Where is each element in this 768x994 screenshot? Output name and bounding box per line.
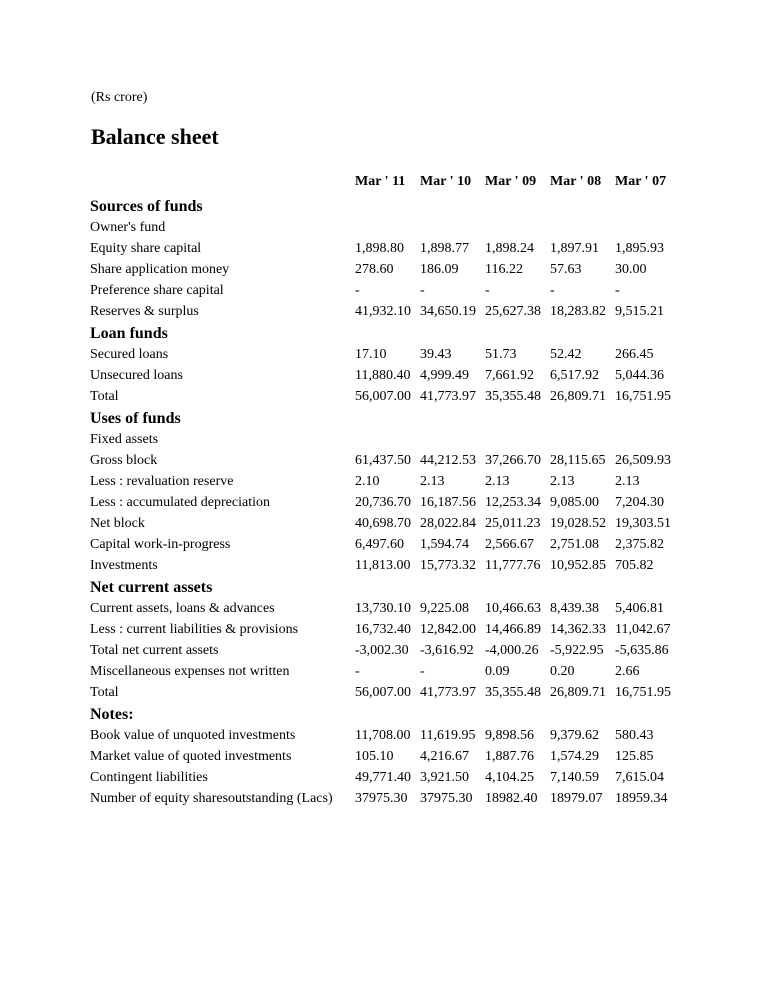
value-cell: 1,898.24 [485, 241, 534, 256]
value-cell: 4,999.49 [420, 368, 469, 383]
value-cell: 2.13 [420, 474, 445, 489]
value-cell: 2.66 [615, 664, 640, 679]
row-label: Book value of unquoted investments [90, 728, 296, 743]
value-cell: 49,771.40 [355, 770, 411, 785]
column-header: Mar ' 07 [615, 174, 667, 189]
table-row [89, 342, 674, 363]
value-cell: 2.13 [485, 474, 510, 489]
value-cell: 57.63 [550, 262, 582, 277]
table-row [89, 659, 674, 680]
value-cell [484, 427, 549, 448]
value-cell [549, 427, 614, 448]
value-cell: 1,574.29 [550, 749, 599, 764]
column-header: Mar ' 11 [355, 174, 406, 189]
value-cell [614, 427, 674, 448]
value-cell: - [355, 283, 360, 298]
value-cell: 105.10 [355, 749, 394, 764]
header-label-cell [89, 170, 354, 193]
table-row [89, 638, 674, 659]
section-heading: Notes: [90, 706, 134, 723]
row-label: Owner's fund [90, 220, 166, 235]
value-cell [419, 427, 484, 448]
value-cell: 16,187.56 [420, 495, 476, 510]
table-row [89, 617, 674, 638]
value-cell: 18959.34 [615, 791, 668, 806]
value-cell: 10,466.63 [485, 601, 541, 616]
value-cell: 11,880.40 [355, 368, 411, 383]
value-cell: 56,007.00 [355, 685, 411, 700]
value-cell: 19,303.51 [615, 516, 671, 531]
value-cell: -3,616.92 [420, 643, 474, 658]
value-cell [549, 215, 614, 236]
value-cell: 51.73 [485, 347, 517, 362]
value-cell: 0.20 [550, 664, 575, 679]
value-cell: 1,897.91 [550, 241, 599, 256]
row-label: Number of equity sharesoutstanding (Lacs) [90, 791, 333, 806]
value-cell: - [550, 283, 555, 298]
table-row [89, 363, 674, 384]
value-cell: - [420, 283, 425, 298]
value-cell: 125.85 [615, 749, 654, 764]
page-title: Balance sheet [91, 124, 219, 149]
value-cell: 35,355.48 [485, 685, 541, 700]
value-cell: - [485, 283, 490, 298]
table-row [89, 215, 674, 236]
value-cell: - [355, 664, 360, 679]
section-heading: Net current assets [90, 579, 213, 596]
value-cell: 4,104.25 [485, 770, 534, 785]
value-cell: 9,225.08 [420, 601, 469, 616]
value-cell: 56,007.00 [355, 389, 411, 404]
value-cell: 2,751.08 [550, 537, 599, 552]
row-label: Miscellaneous expenses not written [90, 664, 290, 679]
section-heading-row [89, 320, 674, 342]
row-label: Reserves & surplus [90, 304, 199, 319]
section-heading-row [89, 574, 674, 596]
table-row [89, 532, 674, 553]
value-cell [419, 215, 484, 236]
value-cell: 26,809.71 [550, 389, 606, 404]
balance-sheet-body [89, 193, 674, 807]
table-row [89, 680, 674, 701]
column-header: Mar ' 10 [420, 174, 472, 189]
value-cell: 116.22 [485, 262, 523, 277]
value-cell: 14,466.89 [485, 622, 541, 637]
value-cell: 6,517.92 [550, 368, 599, 383]
section-heading-row [89, 701, 674, 723]
value-cell: 39.43 [420, 347, 452, 362]
section-heading: Loan funds [90, 325, 168, 342]
value-cell: 41,932.10 [355, 304, 411, 319]
value-cell: 16,732.40 [355, 622, 411, 637]
value-cell: 9,515.21 [615, 304, 664, 319]
value-cell: - [420, 664, 425, 679]
value-cell: 15,773.32 [420, 558, 476, 573]
value-cell: -5,922.95 [550, 643, 604, 658]
value-cell: 25,011.23 [485, 516, 541, 531]
table-row [89, 299, 674, 320]
value-cell: 11,813.00 [355, 558, 411, 573]
value-cell: 2.10 [355, 474, 380, 489]
value-cell: 41,773.97 [420, 389, 476, 404]
value-cell: 1,898.77 [420, 241, 469, 256]
column-header: Mar ' 09 [485, 174, 537, 189]
table-row [89, 384, 674, 405]
row-label: Unsecured loans [90, 368, 183, 383]
value-cell: 13,730.10 [355, 601, 411, 616]
value-cell: 44,212.53 [420, 453, 476, 468]
value-cell: 10,952.85 [550, 558, 606, 573]
row-label: Share application money [90, 262, 230, 277]
value-cell: - [615, 283, 620, 298]
table-row [89, 596, 674, 617]
value-cell: 0.09 [485, 664, 510, 679]
value-cell: 61,437.50 [355, 453, 411, 468]
row-label: Less : accumulated depreciation [90, 495, 270, 510]
row-label: Less : revaluation reserve [90, 474, 234, 489]
value-cell: 3,921.50 [420, 770, 469, 785]
value-cell: 37,266.70 [485, 453, 541, 468]
balance-sheet-table [89, 170, 674, 807]
header-row [89, 170, 674, 193]
value-cell [354, 215, 419, 236]
value-cell: 186.09 [420, 262, 459, 277]
value-cell: 8,439.38 [550, 601, 599, 616]
value-cell: 4,216.67 [420, 749, 469, 764]
table-row [89, 427, 674, 448]
value-cell: 705.82 [615, 558, 654, 573]
table-row [89, 257, 674, 278]
section-heading: Sources of funds [90, 198, 203, 215]
value-cell: 12,842.00 [420, 622, 476, 637]
row-label: Current assets, loans & advances [90, 601, 275, 616]
unit-label: (Rs crore) [91, 90, 148, 105]
value-cell: 11,708.00 [355, 728, 411, 743]
table-row [89, 723, 674, 744]
value-cell: 40,698.70 [355, 516, 411, 531]
value-cell: 16,751.95 [615, 685, 671, 700]
table-row [89, 236, 674, 257]
value-cell: 7,661.92 [485, 368, 534, 383]
row-label: Gross block [90, 453, 158, 468]
value-cell: 11,042.67 [615, 622, 671, 637]
value-cell: 1,594.74 [420, 537, 469, 552]
value-cell: 41,773.97 [420, 685, 476, 700]
value-cell: 7,615.04 [615, 770, 664, 785]
section-heading: Uses of funds [90, 410, 181, 427]
value-cell: 26,809.71 [550, 685, 606, 700]
row-label: Fixed assets [90, 432, 159, 447]
value-cell: 2,566.67 [485, 537, 534, 552]
value-cell: 19,028.52 [550, 516, 606, 531]
table-row [89, 511, 674, 532]
row-label: Total net current assets [90, 643, 219, 658]
value-cell: 2,375.82 [615, 537, 664, 552]
value-cell: -4,000.26 [485, 643, 539, 658]
value-cell: -3,002.30 [355, 643, 409, 658]
value-cell: -5,635.86 [615, 643, 669, 658]
value-cell: 18,283.82 [550, 304, 606, 319]
value-cell [614, 215, 674, 236]
value-cell: 11,777.76 [485, 558, 541, 573]
value-cell: 2.13 [615, 474, 640, 489]
value-cell [354, 427, 419, 448]
table-row [89, 448, 674, 469]
table-row [89, 469, 674, 490]
value-cell: 9,379.62 [550, 728, 599, 743]
value-cell: 1,895.93 [615, 241, 664, 256]
table-row [89, 744, 674, 765]
value-cell: 9,085.00 [550, 495, 599, 510]
value-cell: 35,355.48 [485, 389, 541, 404]
value-cell: 11,619.95 [420, 728, 476, 743]
section-heading-row [89, 405, 674, 427]
value-cell: 1,898.80 [355, 241, 404, 256]
value-cell: 18979.07 [550, 791, 603, 806]
value-cell: 12,253.34 [485, 495, 541, 510]
table-row [89, 553, 674, 574]
value-cell [484, 215, 549, 236]
row-label: Less : current liabilities & provisions [90, 622, 299, 637]
value-cell: 14,362.33 [550, 622, 606, 637]
row-label: Equity share capital [90, 241, 202, 256]
row-label: Secured loans [90, 347, 169, 362]
row-label: Net block [90, 516, 145, 531]
section-heading-row [89, 193, 674, 215]
value-cell: 30.00 [615, 262, 647, 277]
value-cell: 6,497.60 [355, 537, 404, 552]
value-cell: 17.10 [355, 347, 387, 362]
column-header: Mar ' 08 [550, 174, 602, 189]
value-cell: 25,627.38 [485, 304, 541, 319]
value-cell: 28,022.84 [420, 516, 476, 531]
value-cell: 28,115.65 [550, 453, 606, 468]
value-cell: 9,898.56 [485, 728, 534, 743]
value-cell: 26,509.93 [615, 453, 671, 468]
row-label: Capital work-in-progress [90, 537, 231, 552]
row-label: Preference share capital [90, 283, 224, 298]
value-cell: 18982.40 [485, 791, 538, 806]
value-cell: 7,204.30 [615, 495, 664, 510]
row-label: Market value of quoted investments [90, 749, 292, 764]
value-cell: 5,406.81 [615, 601, 664, 616]
table-row [89, 765, 674, 786]
row-label: Investments [90, 558, 158, 573]
table-row [89, 278, 674, 299]
value-cell: 2.13 [550, 474, 575, 489]
value-cell: 580.43 [615, 728, 654, 743]
table-row [89, 490, 674, 511]
value-cell: 266.45 [615, 347, 654, 362]
value-cell: 34,650.19 [420, 304, 476, 319]
row-label: Contingent liabilities [90, 770, 208, 785]
value-cell: 16,751.95 [615, 389, 671, 404]
value-cell: 52.42 [550, 347, 582, 362]
row-label: Total [90, 685, 119, 700]
value-cell: 37975.30 [355, 791, 408, 806]
table-row [89, 786, 674, 807]
value-cell: 5,044.36 [615, 368, 664, 383]
row-label: Total [90, 389, 119, 404]
value-cell: 7,140.59 [550, 770, 599, 785]
value-cell: 278.60 [355, 262, 394, 277]
value-cell: 37975.30 [420, 791, 473, 806]
value-cell: 1,887.76 [485, 749, 534, 764]
value-cell: 20,736.70 [355, 495, 411, 510]
